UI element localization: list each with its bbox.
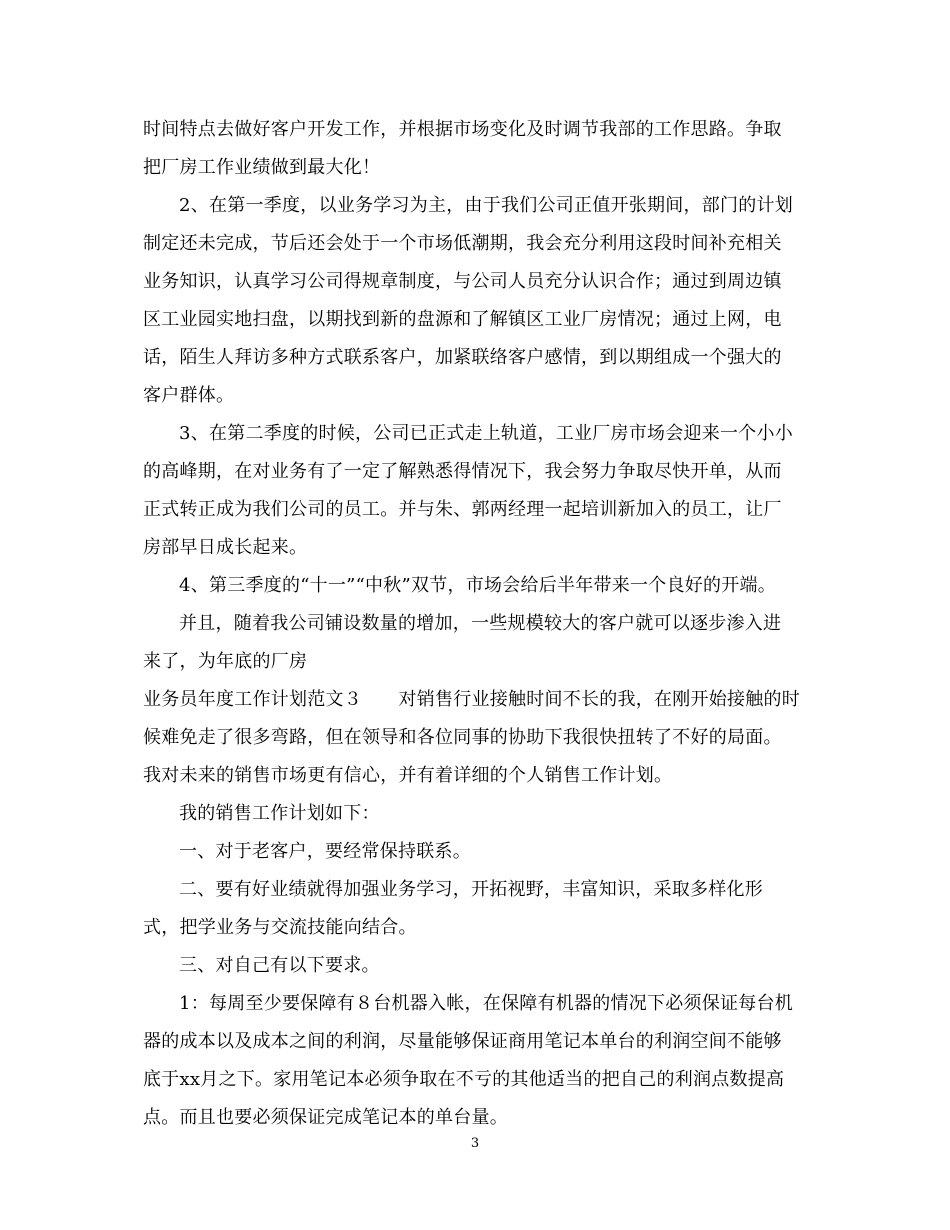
text-line: 业务员年度工作计划范文３ 对销售行业接触时间不长的我，在刚开始接触的时 — [143, 689, 800, 710]
text-line: 4、第三季度的“十一”“中秋”双节，市场会给后半年带来一个良好的开端。 — [179, 575, 777, 596]
text-line: 话，陌生人拜访多种方式联系客户，加紧联络客户感情，到以期组成一个强大的 — [143, 347, 782, 368]
text-line: 候难免走了很多弯路，但在领导和各位同事的协助下我很快扭转了不好的局面。 — [143, 727, 782, 748]
text-line: 二、要有好业绩就得加强业务学习，开拓视野，丰富知识，采取多样化形 — [179, 879, 763, 900]
text-line: 1：每周至少要保障有８台机器入帐，在保障有机器的情况下必须保证每台机 — [179, 993, 793, 1014]
text-line: 来了，为年底的厂房 — [143, 651, 308, 672]
text-line: 客户群体。 — [143, 385, 235, 406]
text-line: 2、在第一季度，以业务学习为主，由于我们公司正值开张期间，部门的计划 — [179, 195, 793, 216]
text-line: 一、对于老客户，要经常保持联系。 — [179, 841, 471, 862]
text-line: 房部早日成长起来。 — [143, 537, 308, 558]
text-line: 时间特点去做好客户开发工作，并根据市场变化及时调节我部的工作思路。争取 — [143, 119, 782, 140]
text-line: 正式转正成为我们公司的员工。并与朱、郭两经理一起培训新加入的员工，让厂 — [143, 499, 782, 520]
text-line: 底于xx月之下。家用笔记本必须争取在不亏的其他适当的把自己的利润点数提高 — [143, 1069, 785, 1090]
text-line: 点。而且也要必须保证完成笔记本的单台量。 — [143, 1107, 508, 1128]
text-line: 业务知识，认真学习公司得规章制度，与公司人员充分认识合作；通过到周边镇 — [143, 271, 782, 292]
text-line: 的高峰期，在对业务有了一定了解熟悉得情况下，我会努力争取尽快开单，从而 — [143, 461, 782, 482]
text-line: 区工业园实地扫盘，以期找到新的盘源和了解镇区工业厂房情况；通过上网，电 — [143, 309, 782, 330]
page-number: 3 — [470, 1136, 480, 1151]
text-line: 我的销售工作计划如下： — [179, 803, 380, 824]
text-line: 我对未来的销售市场更有信心，并有着详细的个人销售工作计划。 — [143, 765, 673, 786]
text-line: 把厂房工作业绩做到最大化！ — [143, 157, 381, 178]
text-line: 三、对自己有以下要求。 — [179, 955, 380, 976]
text-line: 器的成本以及成本之间的利润，尽量能够保证商用笔记本单台的利润空间不能够 — [143, 1031, 782, 1052]
text-line: 3、在第二季度的时候，公司已正式走上轨道，工业厂房市场会迎来一个小小 — [179, 423, 793, 444]
text-line: 式，把学业务与交流技能向结合。 — [143, 917, 417, 938]
text-line: 制定还未完成，节后还会处于一个市场低潮期，我会充分利用这段时间补充相关 — [143, 233, 782, 254]
text-line: 并且，随着我公司铺设数量的增加，一些规模较大的客户就可以逐步渗入进 — [179, 613, 782, 634]
